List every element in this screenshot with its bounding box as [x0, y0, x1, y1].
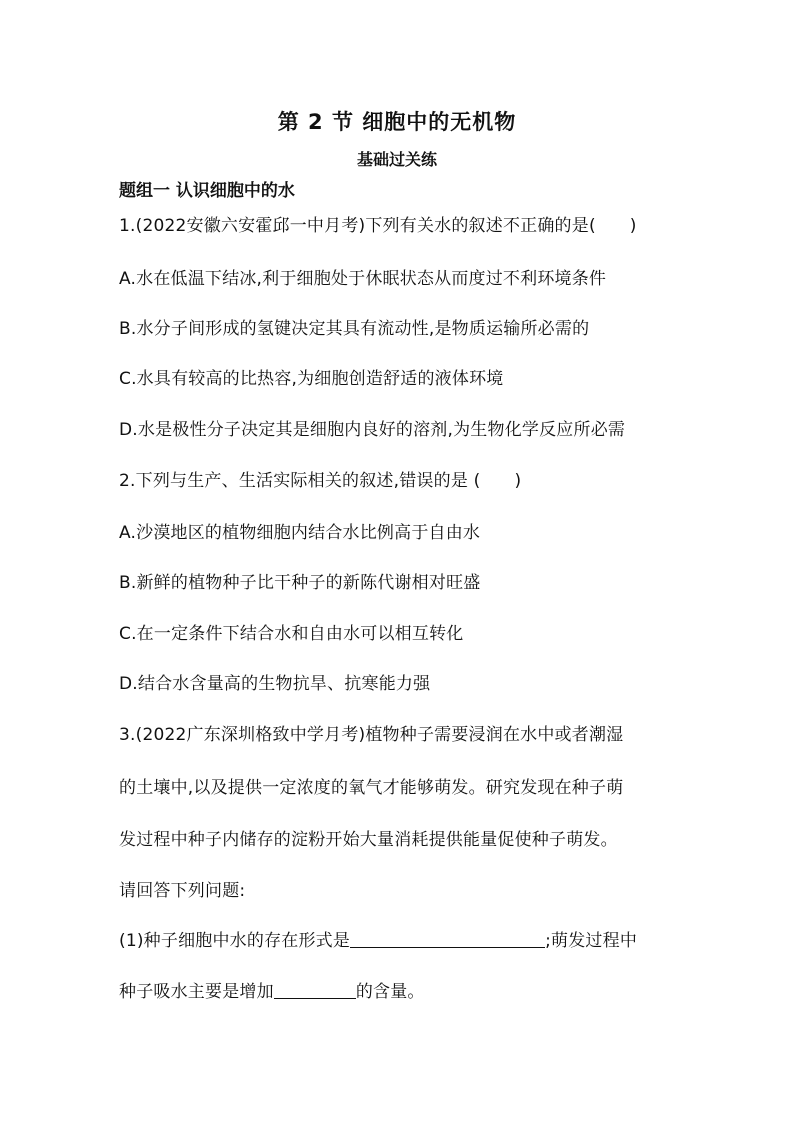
- question-1-text: 1.(2022安徽六安霍邱一中月考)下列有关水的叙述不正确的是(: [119, 216, 596, 236]
- group-title: 题组一 认识细胞中的水: [119, 181, 295, 201]
- question-2-text: 2.下列与生产、生活实际相关的叙述,错误的是 (: [119, 471, 481, 491]
- question-2-option-a: A.沙漠地区的植物细胞内结合水比例高于自由水: [119, 523, 481, 543]
- section-title: 第 2 节 细胞中的无机物: [277, 110, 517, 134]
- question-2-stem: [119, 466, 521, 491]
- question-2-paren-close: ): [514, 471, 522, 491]
- sub-question-1-text: (1)种子细胞中水的存在形式是: [119, 931, 351, 951]
- question-1-option-a: A.水在低温下结冰,利于细胞处于休眠状态从而度过不利环境条件: [119, 269, 607, 289]
- question-1-paren-close: ): [629, 216, 637, 236]
- answer-blank-1[interactable]: [350, 929, 545, 948]
- question-3-line-2: 的土壤中,以及提供一定浓度的氧气才能够萌发。研究发现在种子萌: [119, 778, 624, 798]
- question-2-option-c: C.在一定条件下结合水和自由水可以相互转化: [119, 624, 464, 644]
- question-1-option-c: C.水具有较高的比热容,为细胞创造舒适的液体环境: [119, 369, 504, 389]
- sub-question-1-text-cont: ;萌发过程中: [545, 931, 638, 951]
- sub-question-1-text-end: 的含量。: [355, 982, 425, 1002]
- question-1-stem: [119, 211, 637, 236]
- question-3-sub-1-line-1: [119, 926, 637, 951]
- question-3-line-1: 3.(2022广东深圳格致中学月考)植物种子需要浸润在水中或者潮湿: [119, 725, 624, 745]
- question-3-line-3: 发过程中种子内储存的淀粉开始大量消耗提供能量促使种子萌发。: [119, 830, 618, 850]
- question-1-option-b: B.水分子间形成的氢键决定其具有流动性,是物质运输所必需的: [119, 319, 590, 339]
- question-3-sub-1-line-2: [119, 977, 425, 1002]
- question-2-option-b: B.新鲜的植物种子比干种子的新陈代谢相对旺盛: [119, 573, 481, 593]
- question-3-line-4: 请回答下列问题:: [119, 881, 246, 901]
- exercise-label: 基础过关练: [356, 150, 437, 169]
- sub-question-1-text-2: 种子吸水主要是增加: [119, 982, 274, 1002]
- answer-blank-2[interactable]: [274, 980, 356, 999]
- question-2-option-d: D.结合水含量高的生物抗旱、抗寒能力强: [119, 674, 431, 694]
- question-1-option-d: D.水是极性分子决定其是细胞内良好的溶剂,为生物化学反应所必需: [119, 420, 626, 440]
